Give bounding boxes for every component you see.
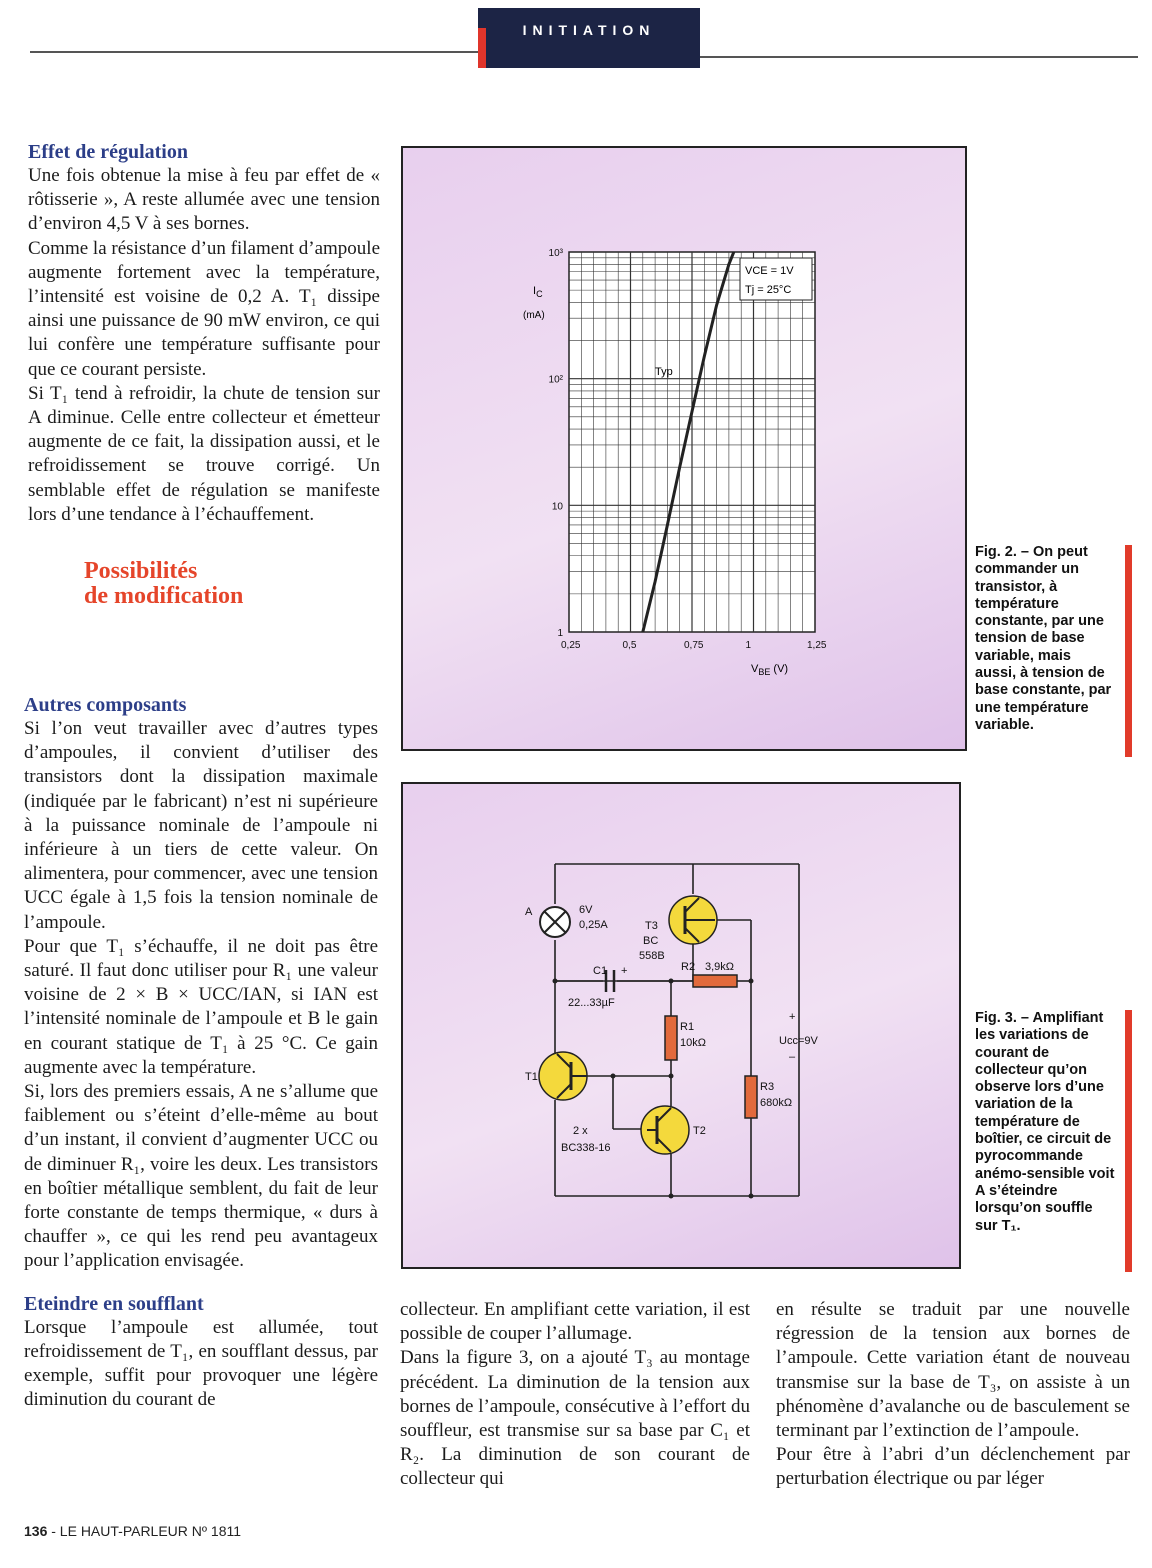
paragraph: Comme la résistance d’un filament d’ampoule augmente fortement avec la température, l’intensité est voisine de 0,2 A. T₁ dissipe ainsi une puissance de 90 mW environ, ce qui lui confère une température suffisante pour que ce courant persiste. xyxy=(28,237,380,380)
resistor-r2 xyxy=(693,975,737,987)
label-pair-count: 2 x xyxy=(573,1125,588,1137)
figure-3-frame xyxy=(401,782,961,1269)
label-t3-type-1: BC xyxy=(643,935,659,947)
label-c1: C1 xyxy=(593,965,608,977)
page-footer xyxy=(24,1523,241,1539)
figure-2-frame xyxy=(401,146,967,751)
page-number: 136 xyxy=(24,1523,48,1539)
header-accent xyxy=(478,28,486,68)
figure-3-caption: Fig. 3. – Amplifiant les variations de courant de collecteur qu’on observe lors d’une variation de la température de boîtier, ce circuit de pyrocommande anémo-sensible voit A s’éteindre lorsqu’on souffle sur T₁. xyxy=(975,1010,1115,1234)
label-c1-plus: + xyxy=(621,965,628,977)
paragraph: Pour que T₁ s’échauffe, il ne doit pas être saturé. Il faut donc utiliser pour R₁ une valeur voisine de 2 × B × UCC/IAN, si IAN est l’intensité nominale de l’ampoule et B le gain en courant statique de T₁ à 25 °C. Ce gain augmente avec la température. xyxy=(24,935,378,1078)
x-tick-label: 1,25 xyxy=(807,640,827,651)
y-axis-label-ic: $I_C$ xyxy=(533,285,543,299)
label-t3-type-2: 558B xyxy=(639,950,665,962)
column-2 xyxy=(400,1298,750,1492)
label-supply-minus: – xyxy=(789,1051,796,1063)
paragraph: Dans la figure 3, on a ajouté T₃ au montage précédent. La diminution de la tension aux bornes de l’ampoule, consécutive à l’effort du souffleur, est transmise sur sa base par C₁ et R₂. La diminution de son courant de collecteur qui xyxy=(400,1347,750,1490)
figure-2-caption: Fig. 2. – On peut commander un transistor, à température constante, par une tension de base variable, mais aussi, à tension de base constante, par une température variable. xyxy=(975,544,1112,733)
y-axis-unit: (mA) xyxy=(523,310,545,321)
label-supply-plus: + xyxy=(789,1011,796,1023)
label-supply: Ucc=9V xyxy=(779,1035,818,1047)
label-c1-value: 22...33µF xyxy=(568,997,615,1009)
resistor-r3 xyxy=(745,1076,757,1118)
paragraph: Si, lors des premiers essais, A ne s’allume que faiblement ou s’éteint d’elle-même au bout d’un instant, il convient d’augmenter UCC ou de diminuer R₁, voire les deux. Les transistors en boîtier métallique semblent, du fait de leur forte constante de temps thermique, « durs à chauffer », ce qui les rend peu avantageux pour l’application envisagée. xyxy=(24,1081,378,1272)
label-r1: R1 xyxy=(680,1021,695,1033)
paragraph: Si T₁ tend à refroidir, la chute de tension sur A diminue. Celle entre collecteur et émetteur augmente de ce fait, la dissipation aussi, et le refroidissement se trouve corrigé. Un semblable effet de régulation se manifeste lors d’une tendance à l’échauffement. xyxy=(28,382,380,525)
label-r3-value: 680kΩ xyxy=(760,1097,793,1109)
paragraph: en résulte se traduit par une nouvelle régression de la tension aux bornes de l’ampoule. Cette variation étant de nouveau transmise sur la base de T₃, on assiste à un phénomène d’avalanche ou de basculement se terminant par l’extinction de l’ampoule. xyxy=(776,1299,1130,1442)
header-rule-left xyxy=(30,51,480,53)
resistor-r1 xyxy=(665,1016,677,1060)
paragraph: Pour être à l’abri d’un déclenchement par perturbation électrique ou par léger xyxy=(776,1444,1130,1490)
column-1-lower xyxy=(24,693,378,1412)
y-tick-label: 10³ xyxy=(548,248,563,259)
x-tick-label: 0,25 xyxy=(561,640,581,651)
label-t1: T1 xyxy=(525,1071,538,1083)
x-tick-label: 0,5 xyxy=(622,640,637,651)
publication-name: - LE HAUT-PARLEUR Nº 1811 xyxy=(47,1523,242,1539)
label-lamp-current: 0,25A xyxy=(579,919,608,931)
paragraph: Lorsque l’ampoule est allumée, tout refroidissement de T₁, en soufflant dessus, par exemple, suffit pour provoquer une légère diminution du courant de xyxy=(24,1316,378,1411)
header-rule-right xyxy=(700,56,1138,58)
y-tick-label: 1 xyxy=(557,628,563,639)
label-r3: R3 xyxy=(760,1081,775,1093)
legend-vce: VCE = 1V xyxy=(745,265,794,277)
figure-2-chart xyxy=(403,148,965,749)
x-tick-label: 0,75 xyxy=(684,640,704,651)
paragraph: Si l’on veut travailler avec d’autres types d’ampoules, il convient d’utiliser des transistors dont la dissipation maximale (indiquée par le fabricant) n’est ni supérieure à la puissance nominale de l’ampoule ni inférieure à un tiers de cette valeur. On alimentera, pour commencer, avec une tension UCC égale à 1,5 fois la tension nominale de l’ampoule. xyxy=(24,718,378,933)
paragraph: collecteur. En amplifiant cette variation, il est possible de couper l’allumage. xyxy=(400,1299,750,1345)
curve-label-typ: Typ xyxy=(655,366,673,378)
column-1-upper xyxy=(28,140,380,609)
column-3 xyxy=(776,1298,1130,1492)
paragraph: Une fois obtenue la mise à feu par effet de « rôtisserie », A reste allumée avec une tension d’environ 4,5 V à ses bornes. xyxy=(28,165,380,235)
heading-modification: de modification xyxy=(84,583,244,610)
y-tick-label: 10² xyxy=(548,374,563,386)
y-tick-label: 10 xyxy=(551,501,563,513)
label-r2-value: 3,9kΩ xyxy=(705,961,735,973)
section-label: INITIATION xyxy=(478,8,700,68)
x-axis-label: $V_{BE}$ (V) xyxy=(751,663,789,677)
label-pair-type: BC338-16 xyxy=(561,1142,611,1154)
label-t3: T3 xyxy=(645,920,658,932)
caption-accent-bar xyxy=(1125,545,1132,757)
heading-possibilites: Possibilités xyxy=(84,558,198,585)
label-t2: T2 xyxy=(693,1125,706,1137)
figure-3-circuit xyxy=(403,784,959,1267)
legend-tj: Tj = 25°C xyxy=(745,284,792,296)
caption-accent-bar xyxy=(1125,1010,1132,1272)
label-lamp: A xyxy=(525,906,533,918)
label-lamp-voltage: 6V xyxy=(579,904,593,916)
label-r2: R2 xyxy=(681,961,696,973)
x-tick-label: 1 xyxy=(745,640,752,651)
label-r1-value: 10kΩ xyxy=(680,1037,706,1049)
heading-autres-composants: Autres composants xyxy=(24,694,187,716)
heading-eteindre: Eteindre en soufflant xyxy=(24,1292,204,1315)
heading-effet-regulation: Effet de régulation xyxy=(28,141,188,163)
